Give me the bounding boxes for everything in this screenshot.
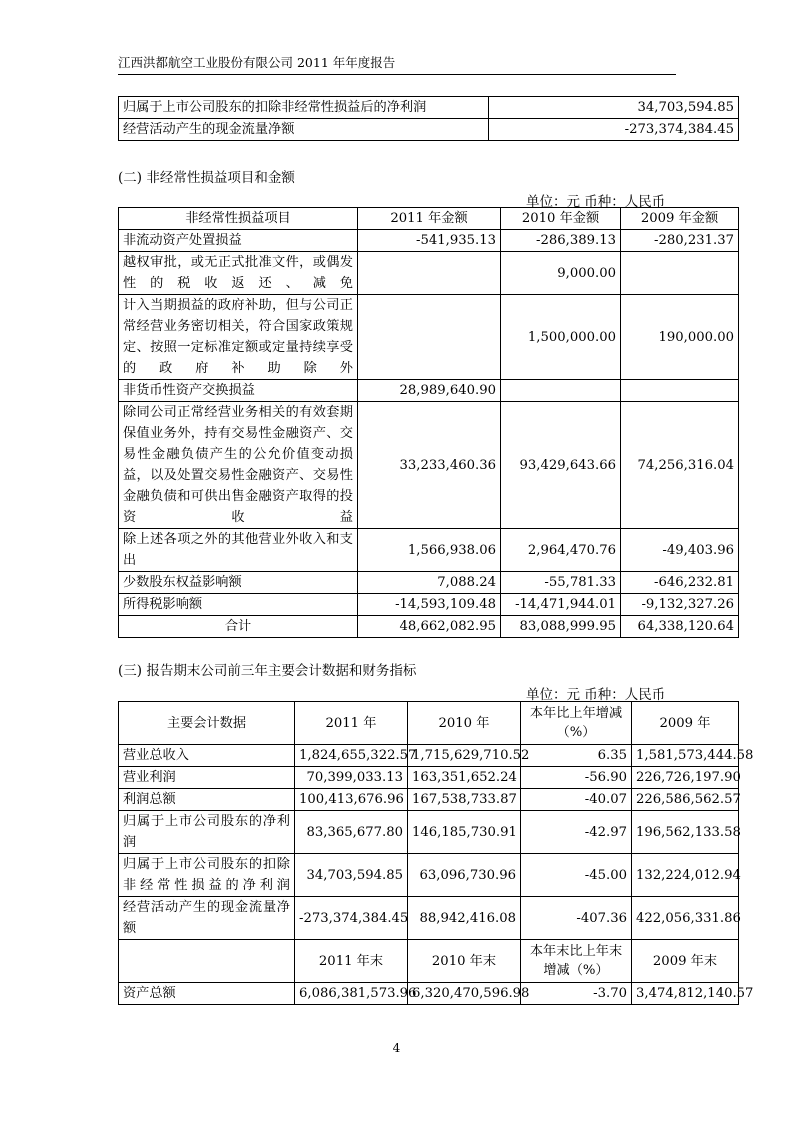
- column-header: 本年末比上年末增减（%）: [521, 940, 632, 983]
- table-row: [119, 402, 739, 529]
- table-cell: 1,500,000.00: [501, 295, 621, 380]
- top-table: [118, 96, 739, 141]
- row-label: 归属于上市公司股东的净利润: [119, 811, 295, 854]
- table-total-row: [119, 616, 739, 638]
- table-cell: 74,256,316.04: [621, 402, 739, 529]
- table-cell: [358, 295, 501, 380]
- table-cell: 100,413,676.96: [295, 789, 408, 811]
- table-cell: -280,231.37: [621, 230, 739, 252]
- table-cell: 7,088.24: [358, 572, 501, 594]
- report-header: 江西洪都航空工业股份有限公司 2011 年年度报告: [118, 55, 396, 70]
- table-row: [119, 789, 739, 811]
- table-row: [119, 572, 739, 594]
- unit-note: 单位：元 币种：人民币: [526, 687, 666, 703]
- table-cell: 63,096,730.96: [408, 854, 521, 897]
- table-cell: -273,374,384.45: [489, 119, 739, 141]
- column-header: 2011 年: [295, 702, 408, 745]
- column-header: 主要会计数据: [119, 702, 295, 745]
- table-cell: 422,056,331.86: [632, 897, 739, 940]
- column-header: 2009 年末: [632, 940, 739, 983]
- table-cell: [621, 252, 739, 295]
- table-cell: 83,088,999.95: [501, 616, 621, 638]
- column-header: 2011 年末: [295, 940, 408, 983]
- table-cell: -55,781.33: [501, 572, 621, 594]
- table-cell: -49,403.96: [621, 529, 739, 572]
- row-label: 经营活动产生的现金流量净额: [119, 897, 295, 940]
- row-label: 所得税影响额: [119, 594, 358, 616]
- table-cell: 226,586,562.57: [632, 789, 739, 811]
- table-cell: -40.07: [521, 789, 632, 811]
- table-cell: -14,593,109.48: [358, 594, 501, 616]
- table-cell: 1,581,573,444.58: [632, 745, 739, 767]
- table-cell: [358, 252, 501, 295]
- table-subheader-row: [119, 940, 739, 983]
- table-cell: 226,726,197.90: [632, 767, 739, 789]
- table-cell: -45.00: [521, 854, 632, 897]
- table-cell: 归属于上市公司股东的扣除非经常性损益后的净利润: [119, 97, 489, 119]
- table-cell: 34,703,594.85: [489, 97, 739, 119]
- table-cell: -407.36: [521, 897, 632, 940]
- table-cell: 70,399,033.13: [295, 767, 408, 789]
- table-cell: 167,538,733.87: [408, 789, 521, 811]
- row-label: 营业利润: [119, 767, 295, 789]
- row-label: 计入当期损益的政府补助，但与公司正常经营业务密切相关，符合国家政策规定、按照一定标准定额或定量持续享受的政府补助除外: [119, 295, 358, 380]
- row-label: 资产总额: [119, 983, 295, 1005]
- table-cell: -3.70: [521, 983, 632, 1005]
- table-cell: 1,566,938.06: [358, 529, 501, 572]
- section-title: (三) 报告期末公司前三年主要会计数据和财务指标: [118, 663, 417, 679]
- column-header: 非经常性损益项目: [119, 208, 358, 230]
- table-row: [119, 230, 739, 252]
- table-row: [119, 983, 739, 1005]
- row-label: 越权审批，或无正式批准文件，或偶发性的税收返还、减免: [119, 252, 358, 295]
- table-cell: -541,935.13: [358, 230, 501, 252]
- table-cell: -286,389.13: [501, 230, 621, 252]
- column-header: 2009 年: [632, 702, 739, 745]
- section-title: (二) 非经常性损益项目和金额: [118, 170, 295, 186]
- table-row: [119, 897, 739, 940]
- table-cell: 83,365,677.80: [295, 811, 408, 854]
- column-header: 2010 年金额: [501, 208, 621, 230]
- table-cell: 33,233,460.36: [358, 402, 501, 529]
- table-cell: 6,086,381,573.96: [295, 983, 408, 1005]
- row-label: 非货币性资产交换损益: [119, 380, 358, 402]
- table-header-row: [119, 208, 739, 230]
- table-row: [119, 854, 739, 897]
- table-cell: -646,232.81: [621, 572, 739, 594]
- column-header: 2009 年金额: [621, 208, 739, 230]
- page-number: 4: [392, 1041, 401, 1055]
- table-row: [119, 745, 739, 767]
- table-cell: 93,429,643.66: [501, 402, 621, 529]
- table-cell: 2,964,470.76: [501, 529, 621, 572]
- table-cell: 163,351,652.24: [408, 767, 521, 789]
- table-row: [119, 97, 739, 119]
- unit-note: 单位：元 币种：人民币: [526, 194, 666, 210]
- table-cell: 6,320,470,596.98: [408, 983, 521, 1005]
- row-label: 除同公司正常经营业务相关的有效套期保值业务外，持有交易性金融资产、交易性金融负债产生的公允价值变动损益，以及处置交易性金融资产、交易性金融负债和可供出售金融资产取得的投资收益: [119, 402, 358, 529]
- table-cell: 196,562,133.58: [632, 811, 739, 854]
- row-label: 非流动资产处置损益: [119, 230, 358, 252]
- table-cell: -56.90: [521, 767, 632, 789]
- column-header: 2011 年金额: [358, 208, 501, 230]
- table-cell: 1,715,629,710.52: [408, 745, 521, 767]
- row-label: 少数股东权益影响额: [119, 572, 358, 594]
- table-cell: 48,662,082.95: [358, 616, 501, 638]
- table-cell: [621, 380, 739, 402]
- table-cell: 88,942,416.08: [408, 897, 521, 940]
- table-cell: 经营活动产生的现金流量净额: [119, 119, 489, 141]
- table-header-row: [119, 702, 739, 745]
- column-header: [119, 940, 295, 983]
- table-cell: 190,000.00: [621, 295, 739, 380]
- header-divider: [118, 74, 676, 75]
- row-label: 除上述各项之外的其他营业外收入和支出: [119, 529, 358, 572]
- table-row: [119, 252, 739, 295]
- key-financials-table: [118, 701, 754, 1005]
- table-cell: -14,471,944.01: [501, 594, 621, 616]
- table-cell: 64,338,120.64: [621, 616, 739, 638]
- table-row: [119, 295, 739, 380]
- table-cell: -273,374,384.45: [295, 897, 408, 940]
- column-header: 2010 年末: [408, 940, 521, 983]
- table-cell: 146,185,730.91: [408, 811, 521, 854]
- column-header: 本年比上年增减（%）: [521, 702, 632, 745]
- table-cell: -9,132,327.26: [621, 594, 739, 616]
- row-label: 利润总额: [119, 789, 295, 811]
- non-recurring-table: [118, 207, 739, 638]
- table-row: [119, 529, 739, 572]
- table-cell: 6.35: [521, 745, 632, 767]
- table-cell: 9,000.00: [501, 252, 621, 295]
- row-label: 归属于上市公司股东的扣除非经常性损益的净利润: [119, 854, 295, 897]
- table-row: [119, 767, 739, 789]
- table-row: [119, 380, 739, 402]
- table-row: [119, 811, 739, 854]
- table-cell: -42.97: [521, 811, 632, 854]
- row-label: 营业总收入: [119, 745, 295, 767]
- table-row: [119, 119, 739, 141]
- column-header: 2010 年: [408, 702, 521, 745]
- table-cell: [501, 380, 621, 402]
- row-label: 合计: [119, 616, 358, 638]
- table-cell: 132,224,012.94: [632, 854, 739, 897]
- table-cell: 28,989,640.90: [358, 380, 501, 402]
- table-cell: 3,474,812,140.57: [632, 983, 739, 1005]
- table-cell: 34,703,594.85: [295, 854, 408, 897]
- table-cell: 1,824,655,322.57: [295, 745, 408, 767]
- table-row: [119, 594, 739, 616]
